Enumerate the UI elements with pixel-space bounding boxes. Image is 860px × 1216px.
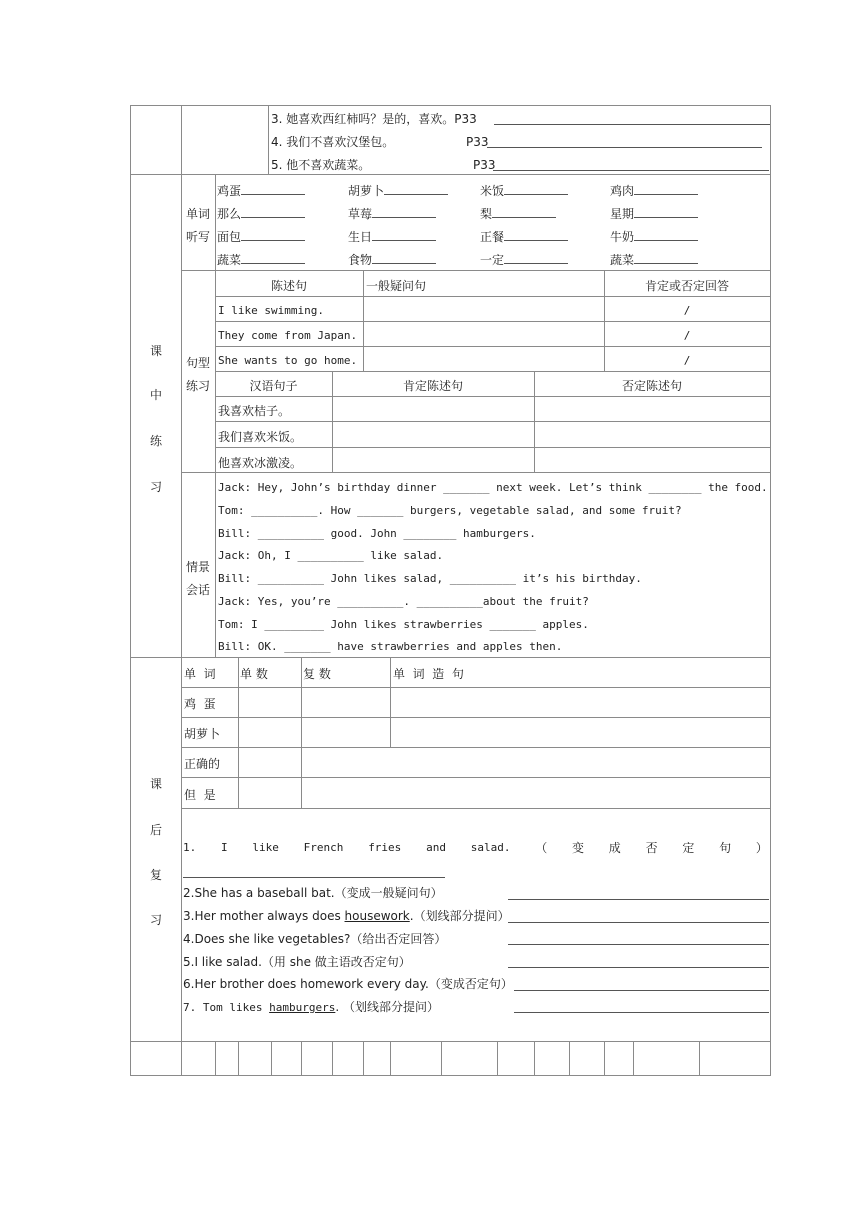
in-class-label-2: 中 — [150, 388, 163, 402]
answer-line — [508, 944, 769, 945]
t2-header-chinese: 汉语句子 — [249, 379, 298, 393]
divider — [390, 657, 391, 747]
exercise-text: I like salad.（用 she 做主语改否定句） — [194, 955, 411, 969]
exercise-1-word: fries — [368, 841, 402, 854]
divider — [332, 1041, 333, 1075]
item-5-text: 5. 他不喜欢蔬菜。 — [271, 158, 371, 172]
exercise-1-word: 变 — [572, 841, 585, 855]
vocab-word: 面包 — [217, 230, 242, 244]
answer-line — [493, 170, 769, 171]
t1-header-statement: 陈述句 — [270, 279, 307, 293]
t1-row2-statement: They come from Japan. — [218, 329, 358, 342]
answer-line — [494, 124, 770, 125]
exercise-1-word: （ — [535, 841, 548, 855]
item-3-text: 3. 她喜欢西红柿吗？是的，喜欢。P33 — [271, 112, 477, 126]
vocab-item — [348, 229, 436, 245]
exercise-text: Tom likes — [202, 1001, 270, 1014]
vocab-word: 米饭 — [480, 184, 505, 198]
wt-row-correct: 正确的 — [184, 757, 221, 771]
exercise-1-word: I — [221, 841, 228, 854]
vocab-blank[interactable] — [241, 206, 305, 218]
divider — [301, 657, 302, 808]
dialogue-line: Jack: Oh, I __________ like salad. — [218, 549, 444, 562]
exercise-number: 6. — [183, 977, 195, 991]
vocab-item — [610, 206, 698, 222]
vocab-blank[interactable] — [504, 183, 568, 195]
exercise-4 — [183, 931, 446, 947]
divider — [181, 687, 771, 688]
vocab-item — [217, 183, 305, 199]
exercise-number: 7. — [183, 1001, 197, 1014]
vocab-item — [217, 252, 305, 268]
answer-line — [514, 990, 769, 991]
t2-row3: 他喜欢冰激凌。 — [218, 456, 303, 470]
vocab-blank[interactable] — [634, 183, 698, 195]
divider — [215, 296, 771, 297]
exercise-7 — [183, 999, 439, 1016]
dialogue-line: Tom: I _________ John likes strawberries _______ apples. — [218, 618, 589, 631]
vocab-blank[interactable] — [372, 206, 436, 218]
divider — [181, 747, 771, 748]
answer-line — [514, 1012, 769, 1013]
divider — [268, 105, 269, 174]
answer-line — [508, 967, 769, 968]
t2-row2: 我们喜欢米饭。 — [218, 430, 303, 444]
wt-header-sentence: 单 词 造 句 — [393, 667, 464, 681]
exercise-1-word: 定 — [682, 841, 695, 855]
vocab-word: 蔬菜 — [610, 253, 635, 267]
vocab-blank[interactable] — [504, 252, 568, 264]
divider — [215, 174, 216, 657]
t2-header-positive: 肯定陈述句 — [402, 379, 463, 393]
wt-row-carrot: 胡萝卜 — [184, 727, 221, 741]
vocab-item — [480, 206, 556, 222]
divider — [699, 1041, 700, 1075]
exercise-2 — [183, 885, 443, 901]
exercise-1 — [183, 840, 768, 856]
divider — [130, 174, 771, 175]
vocab-word: 鸡肉 — [610, 184, 635, 198]
divider — [441, 1041, 442, 1075]
exercise-1-word: French — [303, 841, 344, 854]
item-5-page: P33 — [473, 158, 496, 172]
exercise-number: 3. — [183, 909, 195, 923]
divider — [181, 1041, 182, 1075]
vocab-word: 梨 — [480, 207, 493, 221]
vocab-word: 星期 — [610, 207, 635, 221]
vocab-word: 胡萝卜 — [348, 184, 385, 198]
divider — [534, 1041, 535, 1075]
exercise-text: Does she like vegetables?（给出否定回答） — [194, 932, 447, 946]
exercise-1-word: 否 — [645, 841, 658, 855]
dialogue-line: Jack: Yes, you’re __________. __________about the fruit? — [218, 595, 589, 608]
dialogue-label-2: 会话 — [186, 583, 211, 597]
dialogue-line: Bill: __________ good. John ________ hamburgers. — [218, 527, 536, 540]
vocab-item — [348, 183, 448, 199]
wt-row-egg: 鸡 蛋 — [184, 697, 216, 711]
exercise-1-word: like — [252, 841, 279, 854]
vocab-blank[interactable] — [492, 206, 556, 218]
vocab-item — [610, 183, 698, 199]
divider — [181, 105, 182, 174]
divider — [390, 1041, 391, 1075]
exercise-text: Her mother always does — [194, 909, 345, 923]
exercise-6 — [183, 976, 513, 992]
t2-header-negative: 否定陈述句 — [621, 379, 682, 393]
exercise-number: 4. — [183, 932, 195, 946]
pattern-label-2: 练习 — [186, 379, 211, 393]
vocab-word: 正餐 — [480, 230, 505, 244]
vocab-blank[interactable] — [241, 229, 305, 241]
divider — [181, 808, 771, 809]
exercise-text: Her brother does homework every day.（变成否定句） — [194, 977, 513, 991]
vocab-item — [610, 252, 698, 268]
vocab-word: 鸡蛋 — [217, 184, 242, 198]
divider — [238, 1041, 239, 1075]
dialogue-line: Bill: OK. _______ have strawberries and apples then. — [218, 640, 563, 653]
exercise-number: 2. — [183, 886, 195, 900]
vocab-item — [480, 229, 568, 245]
exercise-1-word: 成 — [608, 841, 621, 855]
divider — [238, 657, 239, 808]
wt-header-plural: 复 数 — [303, 667, 331, 681]
divider — [181, 777, 771, 778]
item-4-page: P33 — [466, 135, 489, 149]
wt-row-but: 但 是 — [184, 788, 216, 802]
divider — [181, 717, 771, 718]
divider — [271, 1041, 272, 1075]
vocab-blank[interactable] — [384, 183, 448, 195]
vocab-word: 食物 — [348, 253, 373, 267]
vocab-item — [480, 252, 568, 268]
vocab-word: 生日 — [348, 230, 373, 244]
wt-header-word: 单 词 — [184, 667, 216, 681]
t1-row3-answer: / — [683, 354, 691, 367]
exercise-1-word: ） — [755, 841, 768, 855]
divider — [215, 346, 771, 347]
vocab-blank[interactable] — [372, 252, 436, 264]
divider — [215, 371, 771, 372]
in-class-label-3: 练 — [150, 434, 163, 448]
divider — [215, 396, 771, 397]
exercise-text: . （划线部分提问） — [335, 1000, 439, 1014]
dialogue-label-1: 情景 — [186, 560, 211, 574]
vocab-item — [348, 252, 436, 268]
answer-line — [183, 877, 445, 878]
vocab-label-1: 单词 — [186, 207, 211, 221]
t1-header-question: 一般疑问句 — [366, 279, 427, 293]
t1-row1-statement: I like swimming. — [218, 304, 324, 317]
vocab-item — [217, 229, 305, 245]
frame-left — [130, 105, 131, 1075]
vocab-word: 牛奶 — [610, 230, 635, 244]
exercise-1-word: 句 — [719, 841, 732, 855]
divider — [363, 270, 364, 371]
divider — [604, 1041, 605, 1075]
item-4-text: 4. 我们不喜欢汉堡包。 — [271, 135, 395, 149]
exercise-underlined: hamburgers — [269, 1001, 336, 1014]
divider — [181, 174, 182, 657]
vocab-item — [348, 206, 436, 222]
frame-top — [130, 105, 771, 106]
vocab-blank[interactable] — [372, 229, 436, 241]
t1-row3-statement: She wants to go home. — [218, 354, 358, 367]
divider — [181, 472, 771, 473]
divider — [633, 1041, 634, 1075]
exercise-text: .（划线部分提问） — [409, 909, 510, 923]
vocab-blank[interactable] — [241, 183, 305, 195]
vocab-item — [217, 206, 305, 222]
after-class-label-1: 课 — [150, 777, 163, 791]
frame-right — [770, 105, 771, 1075]
divider — [215, 421, 771, 422]
vocab-blank[interactable] — [241, 252, 305, 264]
exercise-5 — [183, 954, 411, 970]
exercise-number: 5. — [183, 955, 195, 969]
exercise-1-word: 1. — [183, 841, 197, 854]
frame-bottom — [130, 1075, 771, 1076]
dialogue-line: Bill: __________ John likes salad, __________ it’s his birthday. — [218, 572, 642, 585]
vocab-item — [480, 183, 568, 199]
answer-line — [487, 147, 762, 148]
divider — [301, 1041, 302, 1075]
divider — [130, 657, 771, 658]
vocab-word: 草莓 — [348, 207, 373, 221]
divider — [215, 1041, 216, 1075]
exercise-text: She has a baseball bat.（变成一般疑问句） — [194, 886, 443, 900]
after-class-label-4: 习 — [150, 913, 163, 927]
vocab-blank[interactable] — [634, 206, 698, 218]
answer-line — [508, 899, 769, 900]
vocab-word: 蔬菜 — [217, 253, 242, 267]
pattern-label-1: 句型 — [186, 356, 211, 370]
divider — [569, 1041, 570, 1075]
dialogue-line: Jack: Hey, John’s birthday dinner _______ next week. Let’s think ________ the food. — [218, 481, 768, 494]
divider — [497, 1041, 498, 1075]
divider — [215, 321, 771, 322]
vocab-word: 一定 — [480, 253, 505, 267]
exercise-1-word: and — [426, 841, 446, 854]
exercise-underlined: housework — [344, 909, 410, 923]
vocab-blank[interactable] — [634, 252, 698, 264]
wt-header-singular: 单 数 — [240, 667, 268, 681]
t1-row2-answer: / — [683, 329, 691, 342]
after-class-label-3: 复 — [150, 868, 163, 882]
vocab-blank[interactable] — [504, 229, 568, 241]
in-class-label-1: 课 — [150, 344, 163, 358]
divider — [363, 1041, 364, 1075]
divider — [215, 447, 771, 448]
exercise-1-word: salad. — [470, 841, 511, 854]
vocab-word: 那么 — [217, 207, 242, 221]
t1-row1-answer: / — [683, 304, 691, 317]
vocab-label-2: 听写 — [186, 230, 211, 244]
exercise-3 — [183, 908, 510, 924]
answer-line — [508, 922, 769, 923]
t1-header-answer: 肯定或否定回答 — [644, 279, 729, 293]
divider — [181, 657, 182, 1041]
divider — [130, 1041, 771, 1042]
after-class-label-2: 后 — [150, 823, 163, 837]
vocab-blank[interactable] — [634, 229, 698, 241]
t2-row1: 我喜欢桔子。 — [218, 404, 291, 418]
dialogue-line: Tom: __________. How _______ burgers, vegetable salad, and some fruit? — [218, 504, 682, 517]
vocab-item — [610, 229, 698, 245]
divider — [181, 270, 771, 271]
in-class-label-4: 习 — [150, 480, 163, 494]
